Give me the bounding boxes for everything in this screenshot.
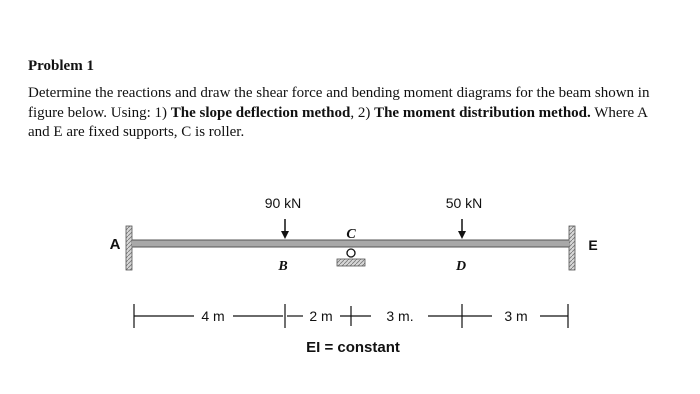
load-label-b: 90 kN [264,195,302,211]
load-label-d: 50 kN [445,195,483,211]
statement-method-1: The slope deflection method [170,104,351,121]
fixed-support-e [569,226,575,270]
span-label-bc: 2 m [309,308,333,324]
roller-support-c [337,249,365,266]
span-label-ab: 4 m [201,308,225,324]
statement-method-2: The moment distribution method. [374,104,591,121]
dimension-line [134,304,568,328]
statement-text-2: , 2) [350,104,375,121]
statement-text-1: Determine the reactions and draw the shear force and bending moment diagrams for the beam shown in figure below. Using: 1) [28,85,650,121]
point-label-d: D [455,259,467,274]
stiffness-note: EI = constant [306,339,400,356]
statement-text-3: Where A and E are fixed supports, C is roller. [28,104,648,140]
span-label-cd: 3 m. [386,308,414,324]
point-label-b: B [278,259,288,274]
span-label-de: 3 m [504,308,528,324]
problem-title: Problem 1 [28,58,94,74]
point-label-e: E [588,237,598,253]
point-label-a: A [109,236,121,253]
fixed-support-a [126,226,132,270]
point-label-c: C [346,227,356,242]
load-arrow-d [458,219,466,239]
load-arrow-b [281,219,289,239]
